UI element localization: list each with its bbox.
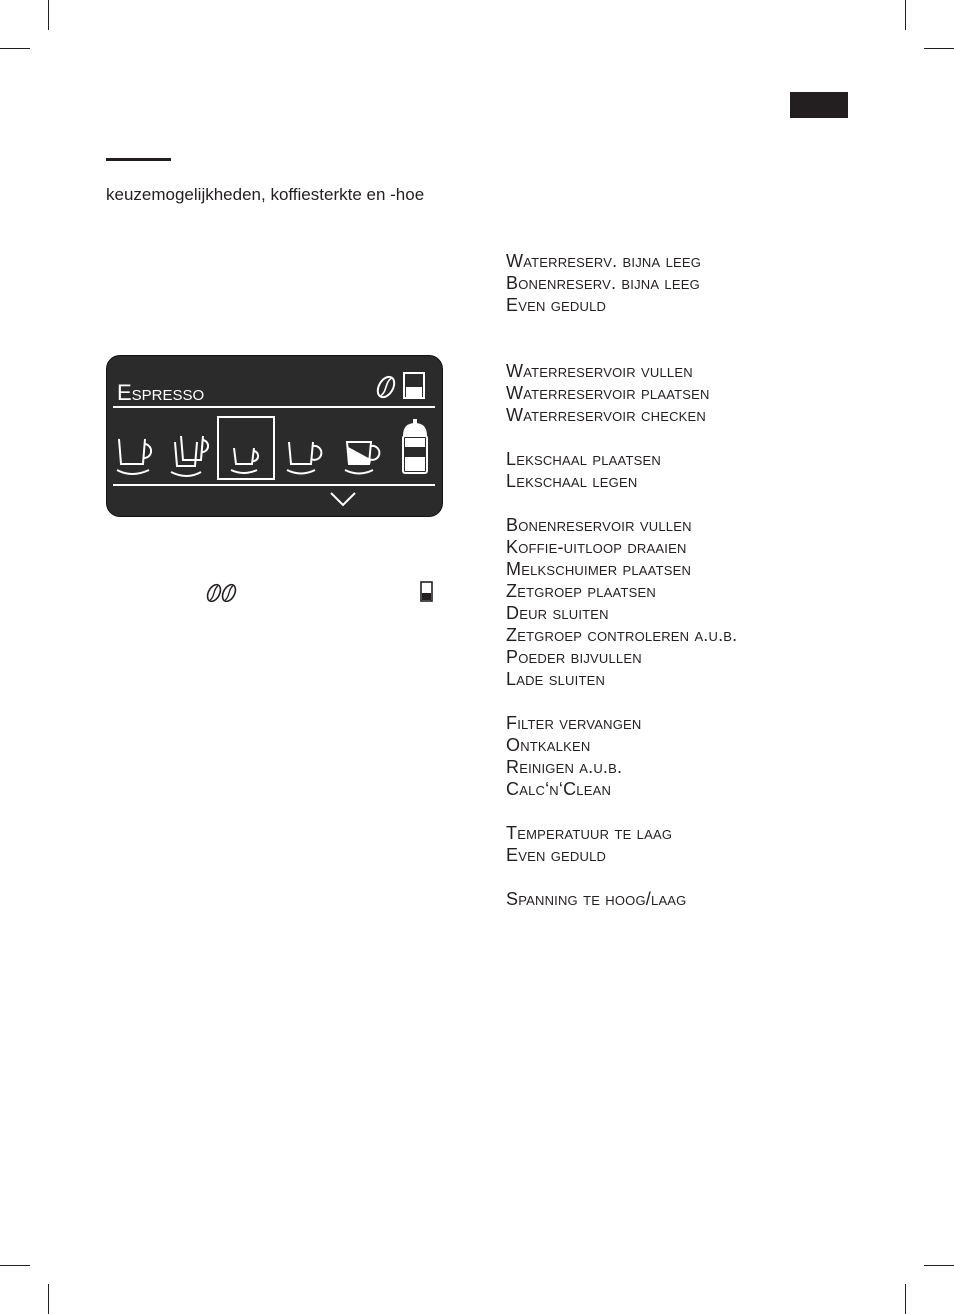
message-item: Even geduld bbox=[506, 845, 607, 865]
message-group bbox=[506, 448, 936, 492]
message-item: Koffie-uitloop draaien bbox=[506, 537, 687, 557]
latte-glass-icon bbox=[403, 419, 427, 473]
message-item: Lekschaal legen bbox=[506, 471, 638, 491]
message-group bbox=[506, 822, 936, 866]
crop-mark bbox=[48, 1284, 49, 1314]
message-item: Temperatuur te laag bbox=[506, 823, 673, 843]
message-item: Zetgroep plaatsen bbox=[506, 581, 656, 601]
message-item: Calc‘n‘Clean bbox=[506, 779, 612, 799]
message-item: Zetgroep controleren a.u.b. bbox=[506, 625, 738, 645]
double-bean-icon bbox=[205, 582, 239, 604]
message-group bbox=[506, 888, 936, 910]
message-item: Even geduld bbox=[506, 295, 607, 315]
crop-mark bbox=[48, 0, 49, 30]
intro-text: keuzemogelijkheden, koffiesterkte en -hoe bbox=[106, 185, 425, 204]
selected-cup-frame bbox=[218, 417, 274, 479]
message-item: Lekschaal plaatsen bbox=[506, 449, 661, 469]
chevron-down-icon[interactable] bbox=[331, 493, 355, 505]
message-group bbox=[506, 250, 936, 316]
message-item: Waterreservoir plaatsen bbox=[506, 383, 710, 403]
crop-mark bbox=[0, 48, 30, 49]
crop-mark bbox=[0, 1265, 30, 1266]
large-cup-icon bbox=[117, 439, 151, 474]
message-list bbox=[506, 250, 936, 932]
message-item: Reinigen a.u.b. bbox=[506, 757, 623, 777]
language-tab bbox=[790, 92, 848, 118]
crop-mark bbox=[905, 0, 906, 30]
crop-mark bbox=[924, 48, 954, 49]
message-item: Deur sluiten bbox=[506, 603, 609, 623]
message-group bbox=[506, 712, 936, 800]
section-rule bbox=[106, 158, 171, 161]
message-item: Filter vervangen bbox=[506, 713, 642, 733]
message-group bbox=[506, 360, 936, 426]
coffee-bean-icon bbox=[374, 374, 397, 400]
display-panel bbox=[106, 355, 443, 517]
message-item: Waterreserv. bijna leeg bbox=[506, 251, 702, 271]
message-item: Melkschuimer plaatsen bbox=[506, 559, 692, 579]
crop-mark bbox=[924, 1265, 954, 1266]
message-item: Bonenreservoir vullen bbox=[506, 515, 692, 535]
message-item: Ontkalken bbox=[506, 735, 591, 755]
espresso-cup-icon bbox=[231, 448, 258, 473]
double-cup-icon bbox=[171, 436, 208, 476]
message-item: Waterreservoir vullen bbox=[506, 361, 693, 381]
message-group bbox=[506, 514, 936, 690]
glass-icon bbox=[404, 373, 424, 398]
crop-mark bbox=[905, 1284, 906, 1314]
message-item: Lade sluiten bbox=[506, 669, 606, 689]
glass-icon bbox=[419, 580, 435, 604]
message-item: Spanning te hoog/laag bbox=[506, 889, 687, 909]
message-item: Poeder bijvullen bbox=[506, 647, 642, 667]
coffee-cup-icon bbox=[287, 442, 321, 474]
display-title: Espresso bbox=[117, 380, 205, 405]
message-item: Bonenreserv. bijna leeg bbox=[506, 273, 700, 293]
message-item: Waterreservoir checken bbox=[506, 405, 706, 425]
milk-coffee-icon bbox=[345, 442, 379, 474]
